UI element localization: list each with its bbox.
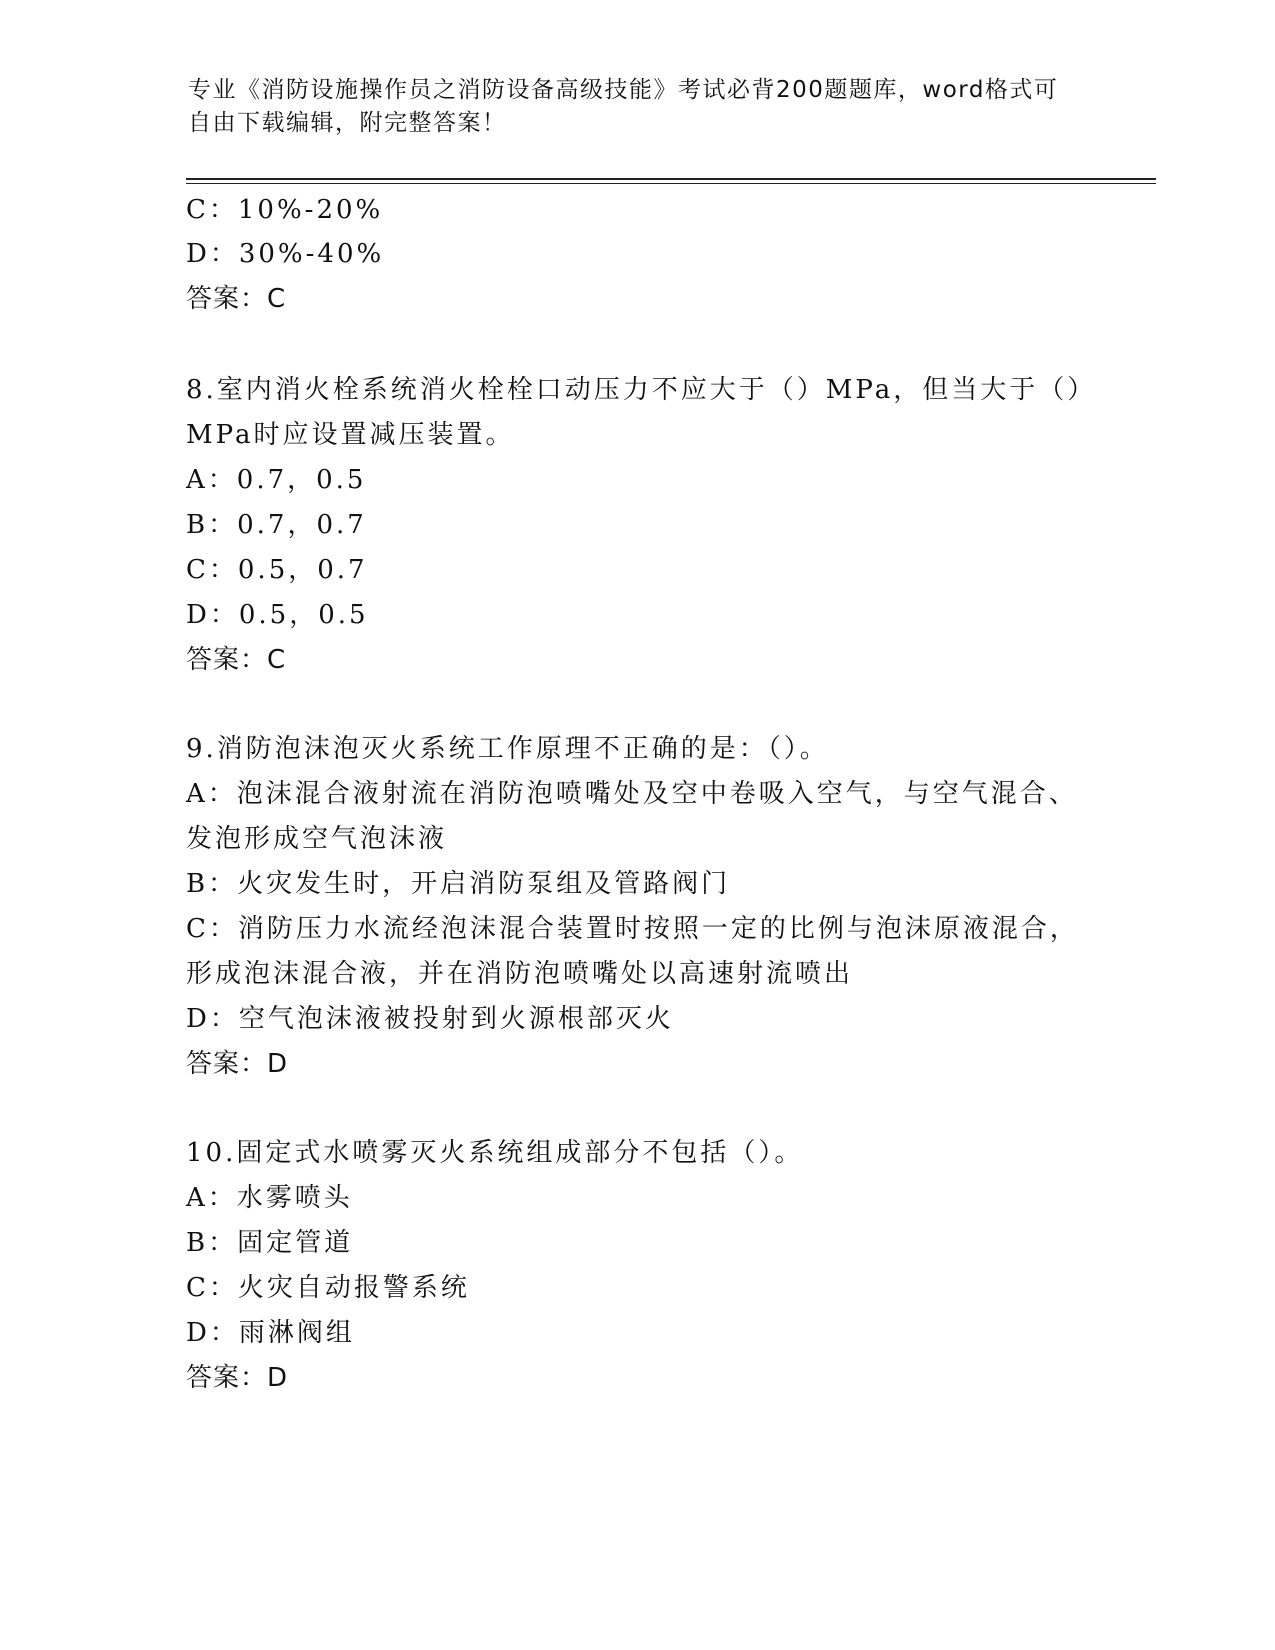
header-divider-thick [186, 178, 1156, 180]
header-line-1: 专业《消防设施操作员之消防设备高级技能》考试必背200题题库，word格式可 [188, 77, 1059, 103]
document-header [188, 74, 1068, 140]
q9-option-d: D：空气泡沫液被投射到火源根部灭火 [186, 1004, 674, 1034]
q9-answer: 答案：D [186, 1049, 289, 1079]
q10-option-a: A：水雾喷头 [186, 1183, 353, 1213]
q10-option-d: D：雨淋阀组 [186, 1318, 355, 1348]
q8-option-d: D：0.5，0.5 [186, 600, 369, 630]
q9-option-a-line-1: A：泡沫混合液射流在消防泡喷嘴处及空中卷吸入空气，与空气混合、 [186, 779, 1078, 809]
q9-option-c-line-1: C：消防压力水流经泡沫混合装置时按照一定的比例与泡沫原液混合， [186, 914, 1079, 944]
q9-stem: 9.消防泡沫泡灭火系统工作原理不正确的是：（）。 [186, 734, 829, 764]
q9-option-b: B：火灾发生时，开启消防泵组及管路阀门 [186, 869, 731, 899]
q10-stem: 10.固定式水喷雾灭火系统组成部分不包括（）。 [186, 1138, 804, 1168]
q10-answer: 答案：D [186, 1363, 289, 1393]
prev-option-c: C：10%-20% [186, 195, 384, 225]
q9-option-c-line-2: 形成泡沫混合液，并在消防泡喷嘴处以高速射流喷出 [186, 959, 854, 989]
header-divider-thin [186, 183, 1156, 184]
q8-option-a: A：0.7，0.5 [186, 465, 367, 495]
q8-option-c: C：0.5，0.7 [186, 555, 368, 585]
prev-answer: 答案：C [186, 284, 287, 314]
q10-option-c: C：火灾自动报警系统 [186, 1273, 470, 1303]
prev-option-d: D：30%-40% [186, 239, 385, 269]
header-line-2: 自由下载编辑，附完整答案！ [188, 110, 507, 136]
q10-option-b: B：固定管道 [186, 1228, 354, 1258]
q8-stem-line-1: 8.室内消火栓系统消火栓栓口动压力不应大于（）MPa，但当大于（） [186, 375, 1097, 405]
q9-option-a-line-2: 发泡形成空气泡沫液 [186, 824, 448, 854]
q8-stem-line-2: MPa时应设置减压装置。 [186, 420, 515, 450]
q8-option-b: B：0.7，0.7 [186, 510, 367, 540]
q8-answer: 答案：C [186, 645, 287, 675]
